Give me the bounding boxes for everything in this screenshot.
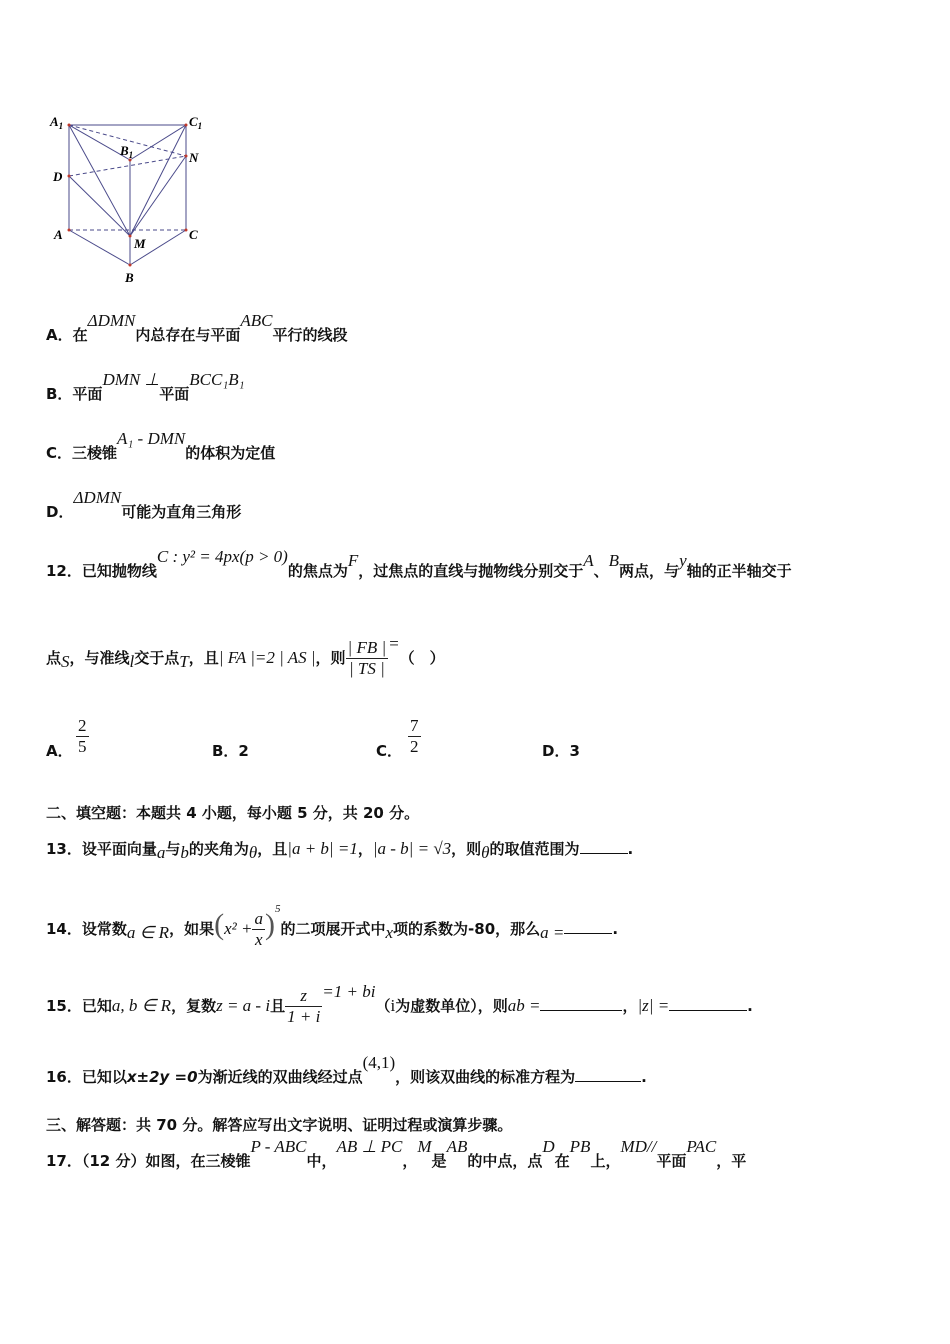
svg-text:N: N — [189, 150, 199, 165]
edge-A-B — [69, 230, 130, 265]
q11-option-d: D．ΔDMN可能为直角三角形 — [46, 488, 242, 521]
svg-text:D: D — [53, 169, 63, 184]
q17: 17．（12 分）如图，在三棱锥P - ABC中，AB ⊥ PC，M是AB的中点，点D在PB上，MD//平面PAC，平 — [46, 1137, 747, 1170]
edge-D-M — [69, 176, 130, 236]
edge-A1-M — [69, 125, 130, 236]
q15: 15．已知a, b ∈ R，复数z = a - i且 $\frac{z}{1 + i}$ =1 + bi（i为虚数单位），则ab = ，|z| = . — [46, 982, 753, 1026]
q11-option-c: C．三棱锥A₁ - DMN的体积为定值 — [46, 429, 276, 462]
q16: 16．已知以x±2y =0为渐近线的双曲线经过点(4,1)，则该双曲线的标准方程为 . — [46, 1053, 647, 1086]
q12-line1: 12．已知抛物线C : y² = 4px(p > 0)的焦点为F，过焦点的直线与抛物线分别交于A、B两点，与y轴的正半轴交于 — [46, 547, 792, 580]
q11-option-a: A．在ΔDMN内总存在与平面ABC平行的线段 — [46, 311, 348, 344]
svg-text:B1: $B_1$ — [120, 143, 134, 160]
section2-heading: 二、填空题：本题共 4 小题，每小题 5 分，共 20 分。 — [46, 804, 420, 822]
svg-text:A: A — [54, 227, 63, 242]
q11-option-b: B．平面DMN ⊥平面BCC₁B₁ — [46, 370, 245, 403]
svg-text:A1: $A_1$ — [50, 114, 64, 131]
edge-C1-M — [130, 125, 186, 236]
q14: 14．设常数a ∈ R，如果(x² + $\frac{a}{x}$ )$^5$的二项展开式中x项的系数为-80，那么a = . — [46, 903, 619, 949]
svg-text:M: M — [134, 236, 146, 251]
svg-text:B: B — [125, 270, 134, 285]
svg-text:C1: $C_1$ — [189, 114, 203, 131]
edge-M-N — [130, 156, 186, 236]
q12-line2: 点S，与准线l交于点T，且| FA |=2 | AS |，则 $\frac{| FB |}{| TS |}$ =（ ） — [46, 634, 445, 678]
q13: 13．设平面向量a与b的夹角为θ，且|a + b| =1，|a - b| = √3，则θ的取值范围为 . — [46, 839, 634, 862]
prism-figure — [40, 110, 220, 290]
svg-text:C: C — [189, 227, 198, 242]
section3-heading: 三、解答题：共 70 分。解答应写出文字说明、证明过程或演算步骤。 — [46, 1116, 513, 1134]
